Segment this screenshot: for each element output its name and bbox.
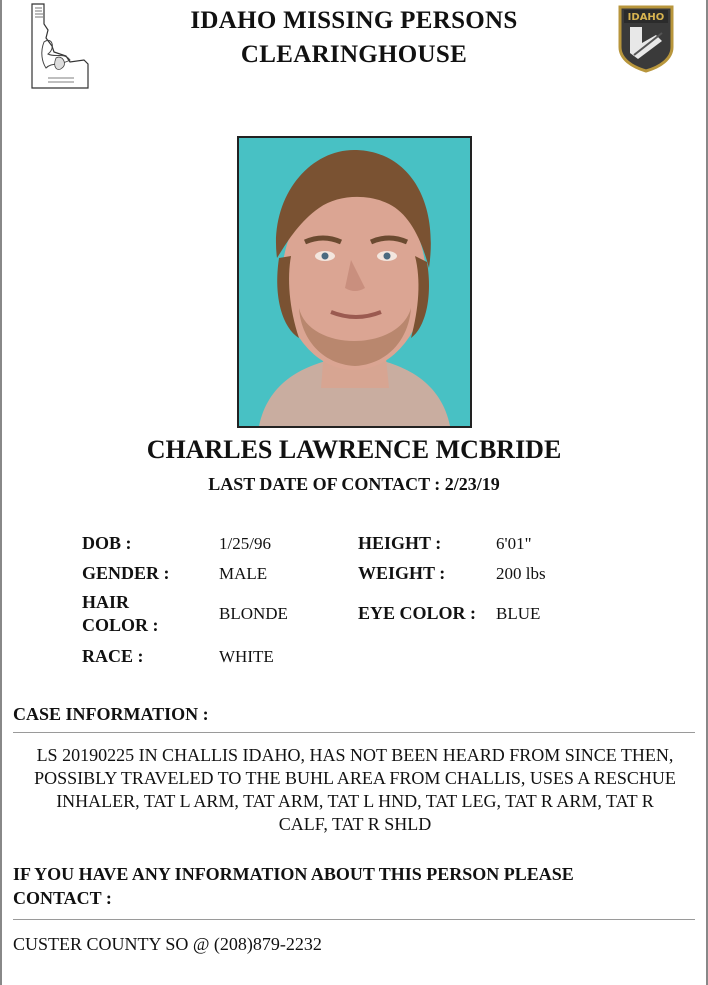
last-contact — [2, 471, 706, 497]
page-title — [2, 4, 706, 72]
weight-label: WEIGHT : — [358, 563, 446, 583]
case-line-1: LS 20190225 IN CHALLIS IDAHO, HAS NOT BEEN HEARD FROM SINCE THEN, — [36, 745, 674, 765]
title-line-1: IDAHO MISSING PERSONS — [190, 7, 518, 34]
last-contact-value: 2/23/19 — [444, 474, 500, 494]
dob-value: 1/25/96 — [219, 534, 271, 553]
case-line-4: CALF, TAT R SHLD — [278, 814, 432, 834]
information-heading — [13, 862, 574, 910]
race-label: RACE : — [82, 646, 144, 666]
case-information-heading: CASE INFORMATION : — [13, 704, 209, 724]
title-line-2: CLEARINGHOUSE — [240, 41, 468, 68]
hair-label-line-2: COLOR : — [82, 615, 159, 635]
divider — [13, 732, 695, 733]
gender-value: MALE — [219, 564, 268, 583]
eye-color-value: BLUE — [496, 604, 541, 623]
height-value: 6'01" — [496, 534, 532, 553]
case-description — [13, 744, 697, 836]
dob-label: DOB : — [82, 533, 132, 553]
weight-value: 200 lbs — [496, 564, 546, 583]
case-line-3: INHALER, TAT L ARM, TAT ARM, TAT L HND, TAT LEG, TAT R ARM, TAT R — [56, 791, 654, 811]
person-name: CHARLES LAWRENCE MCBRIDE — [146, 435, 562, 464]
height-label: HEIGHT : — [358, 533, 442, 553]
last-contact-label: LAST DATE OF CONTACT : — [208, 474, 441, 494]
eye-color-label: EYE COLOR : — [358, 603, 477, 623]
idaho-state-police-badge-icon — [616, 3, 676, 73]
information-heading-line-2: CONTACT : — [13, 888, 112, 908]
hair-color-label — [82, 591, 159, 637]
missing-person-photo — [237, 136, 472, 428]
hair-color-value: BLONDE — [219, 604, 288, 623]
race-value: WHITE — [219, 647, 274, 666]
gender-label: GENDER : — [82, 563, 170, 583]
hair-label-line-1: HAIR — [82, 592, 130, 612]
badge-text: IDAHO — [627, 12, 665, 23]
case-line-2: POSSIBLY TRAVELED TO THE BUHL AREA FROM CHALLIS, USES A RESCHUE — [34, 768, 676, 788]
information-heading-line-1: IF YOU HAVE ANY INFORMATION ABOUT THIS PERSON PLEASE — [13, 864, 574, 884]
contact-agency: CUSTER COUNTY SO @ (208)879-2232 — [13, 934, 322, 954]
divider — [13, 919, 695, 920]
